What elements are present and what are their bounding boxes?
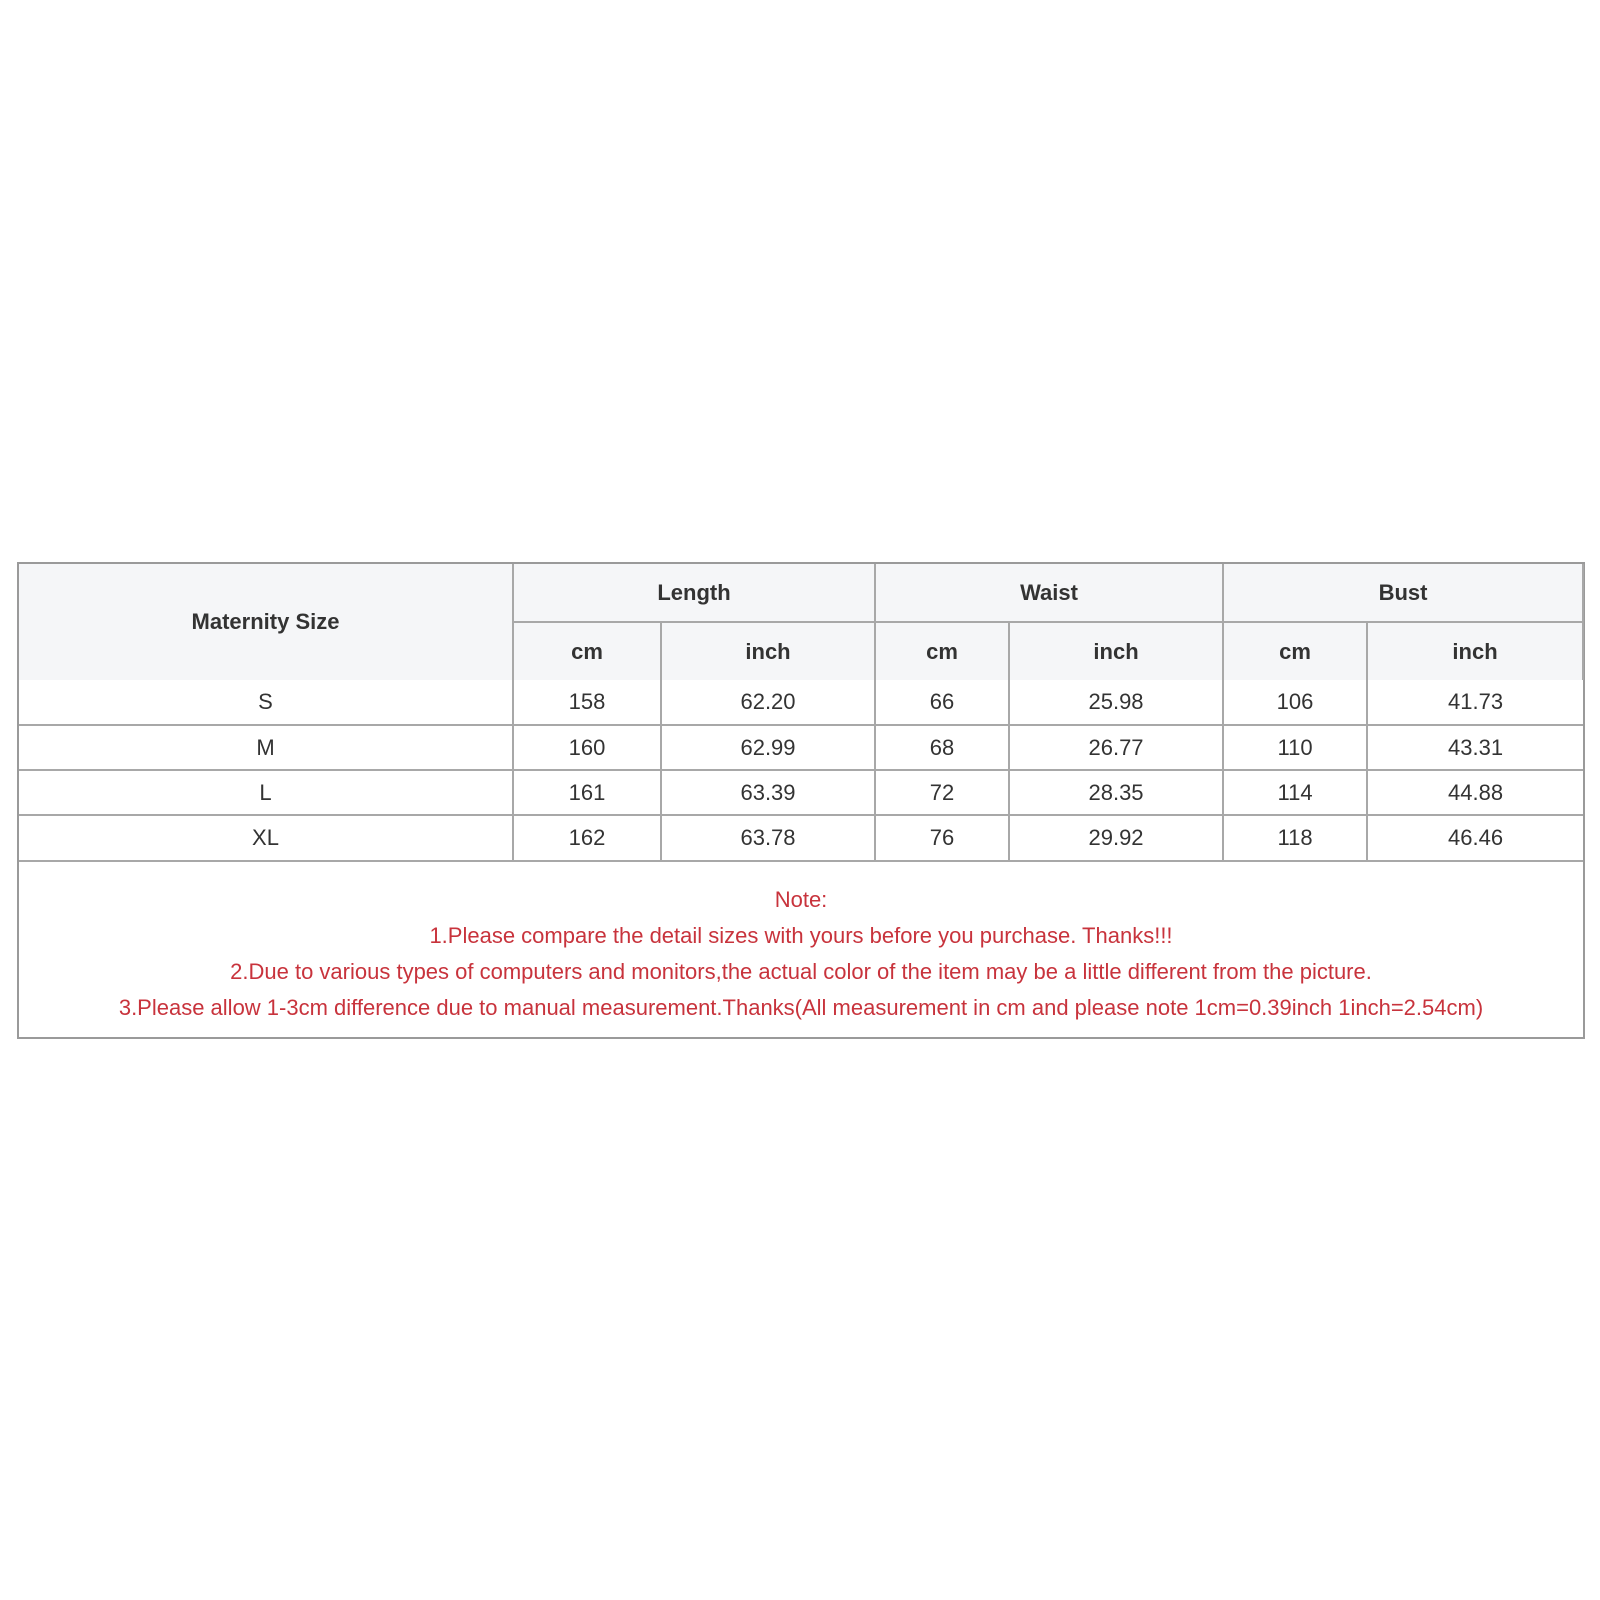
value-cell: 46.46 [1367, 815, 1583, 860]
size-cell: XL [252, 825, 279, 850]
bust-header: Bust [1223, 564, 1583, 622]
size-cell: L [19, 770, 513, 815]
value-cell: 29.92 [1009, 815, 1223, 860]
value-cell: 44.88 [1367, 770, 1583, 815]
value-cell: 160 [513, 725, 661, 770]
length-header: Length [513, 564, 875, 622]
value-cell: 62.99 [661, 725, 875, 770]
value-cell: 66 [875, 680, 1009, 725]
size-cell: S [19, 680, 513, 725]
value-cell: 158 [513, 680, 661, 725]
value-cell: 25.98 [1009, 680, 1223, 725]
value-cell: 106 [1223, 680, 1367, 725]
maternity-size-header: Maternity Size [19, 564, 513, 680]
length-cm-header: cm [513, 622, 661, 680]
bust-inch-header: inch [1367, 622, 1583, 680]
value-cell: 68 [875, 725, 1009, 770]
bust-cm-header: cm [1223, 622, 1367, 680]
size-chart [17, 562, 1585, 1039]
value-cell: 28.35 [1009, 770, 1223, 815]
table-row [19, 680, 1583, 725]
value-cell: 63.39 [661, 770, 875, 815]
table-row [19, 770, 1583, 815]
length-inch-header: inch [661, 622, 875, 680]
note-title: Note: [774, 887, 828, 912]
table-row [19, 725, 1583, 770]
note-line-2: 2.Due to various types of computers and monitors,the actual color of the item may be a little different from the picture. [230, 959, 1372, 984]
value-cell: 26.77 [1009, 725, 1223, 770]
value-cell: 162 [513, 815, 661, 860]
value-cell: 63.78 [661, 815, 875, 860]
waist-cm-header: cm [875, 622, 1009, 680]
value-cell: 72 [875, 770, 1009, 815]
value-cell: 62.20 [661, 680, 875, 725]
value-cell: 114 [1223, 770, 1367, 815]
size-table [19, 564, 1584, 860]
waist-header: Waist [875, 564, 1223, 622]
value-cell: 161 [513, 770, 661, 815]
notes-section [19, 860, 1583, 1026]
waist-inch-header: inch [1009, 622, 1223, 680]
value-cell: 76 [875, 815, 1009, 860]
note-line-1: 1.Please compare the detail sizes with yours before you purchase. Thanks!!! [429, 923, 1173, 948]
note-line-3: 3.Please allow 1-3cm difference due to manual measurement.Thanks(All measurement in cm and please note 1cm=0.39inch 1inch=2.54cm) [118, 995, 1484, 1020]
value-cell: 110 [1223, 725, 1367, 770]
table-row [19, 815, 1583, 860]
value-cell: 41.73 [1367, 680, 1583, 725]
value-cell: 43.31 [1367, 725, 1583, 770]
value-cell: 118 [1223, 815, 1367, 860]
size-cell: M [19, 725, 513, 770]
